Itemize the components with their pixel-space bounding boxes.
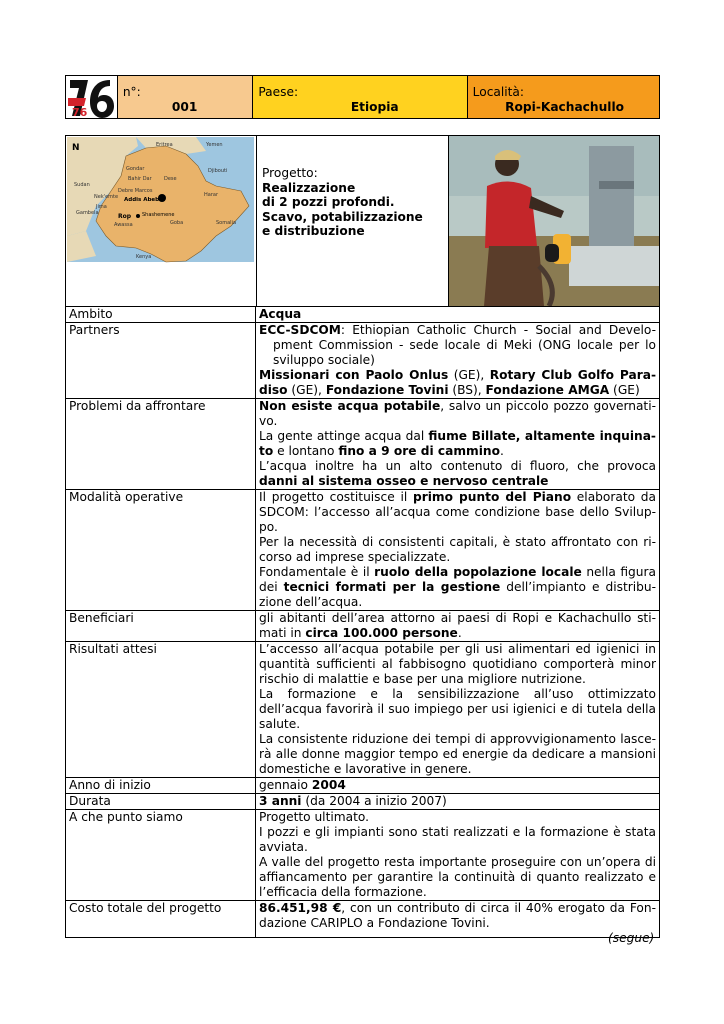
text-bold: fino a 9 ore di cammino — [338, 444, 500, 458]
partner-text: (GE), — [287, 383, 326, 397]
row-problemi — [66, 399, 659, 490]
country-label: Paese: — [258, 85, 299, 99]
text-bold: ruolo della popolazione locale — [374, 565, 582, 579]
map-label-dese: Dese — [164, 176, 177, 182]
partner-text: (GE) — [609, 383, 640, 397]
row-value — [256, 794, 659, 809]
row-ambito — [66, 307, 659, 323]
row-key: Ambito — [66, 307, 256, 322]
partner-missionari: Missionari con Paolo Onlus — [259, 368, 449, 382]
row-value — [256, 490, 659, 610]
map-label-kenya: Kenya — [136, 254, 152, 260]
country-value: Etiopia — [350, 100, 399, 114]
number-label: n°: — [122, 85, 141, 99]
place-label: Località: — [472, 85, 524, 99]
row-durata — [66, 794, 659, 810]
partner-ecc-name: ECC-SDCOM — [259, 323, 341, 337]
row-key: Partners — [66, 323, 256, 398]
row-value — [256, 901, 659, 937]
project-header-row — [66, 136, 659, 307]
project-label: Progetto: — [262, 166, 318, 180]
problemi-p1 — [259, 399, 656, 429]
row-modalita — [66, 490, 659, 611]
number-cell — [118, 76, 254, 118]
row-key: Beneficiari — [66, 611, 256, 641]
text-bold: primo punto del Piano — [412, 490, 572, 504]
punto-p3: A valle del progetto resta importante proseguire con un’opera di affiancamento per garantire la continuità di quanto realizzato e l’efficacia della formazione. — [259, 855, 656, 899]
text-bold: 86.451,98 € — [259, 901, 342, 915]
ambito-value: Acqua — [259, 307, 302, 321]
text: e lontano — [273, 444, 339, 458]
row-risultati — [66, 642, 659, 778]
map-label-goba: Goba — [170, 220, 184, 226]
row-key: Risultati attesi — [66, 642, 256, 777]
project-number: 001 — [171, 100, 198, 114]
row-beneficiari — [66, 611, 659, 642]
project-title-line-4: e distribuzione — [262, 224, 365, 238]
problemi-p2 — [259, 429, 656, 459]
modalita-p3 — [259, 565, 656, 610]
text: , salvo un piccolo pozzo governati-vo. — [259, 399, 656, 428]
text-bold: danni al sistema osseo e nervoso centrale — [259, 474, 549, 488]
row-value — [256, 810, 659, 900]
text: , con un contributo di circa il 40% erogato da Fon-dazione CARIPLO a Fondazione Tovini. — [259, 901, 656, 930]
row-punto — [66, 810, 659, 901]
row-value — [256, 778, 659, 793]
text: . — [457, 626, 462, 640]
text: (da 2004 a inizio 2007) — [301, 794, 447, 808]
photo-image — [449, 136, 659, 306]
map-label-jima: Jima — [96, 204, 107, 210]
partner-ecc — [259, 323, 656, 368]
ethiopia-map — [66, 136, 257, 306]
row-key: Durata — [66, 794, 256, 809]
map-label-bahir-dar: Bahir Dar — [128, 176, 152, 182]
row-value — [256, 611, 659, 641]
row-value — [256, 323, 659, 398]
problemi-p3 — [259, 459, 656, 489]
partner-text: (GE), — [448, 368, 490, 382]
row-key: Anno di inizio — [66, 778, 256, 793]
partner-text: (BS), — [448, 383, 486, 397]
partner-others — [259, 368, 656, 398]
text: gli abitanti dell’area attorno ai paesi di Ropi e Kachachullo sti-mati in — [259, 611, 656, 640]
partner-tovini: Fondazione Tovini — [325, 383, 449, 397]
place-cell — [468, 76, 659, 118]
text: L’acqua inoltre ha un alto contenuto di fluoro, che provoca — [259, 459, 656, 473]
map-label-eritrea: Eritrea — [156, 142, 173, 148]
map-label-somalia: Somalia — [216, 220, 237, 226]
map-label-addis-abeba: Addis Abeba — [124, 197, 163, 203]
risultati-p3: La consistente riduzione dei tempi di approvvigionamento lasce-rà alle donne maggior tempo ed energie da dedicare a mansioni domestiche e lavorative in genere. — [259, 732, 656, 776]
row-value — [256, 307, 659, 322]
text: Fondamentale è il — [259, 565, 375, 579]
map-label-gondar: Gondar — [126, 166, 145, 172]
text-bold: Non esiste acqua potabile — [259, 399, 441, 413]
text: Il progetto costituisce il — [259, 490, 413, 504]
row-anno — [66, 778, 659, 794]
map-label-harar: Harar — [204, 192, 218, 198]
risultati-p1: L’accesso all’acqua potabile per gli usi alimentari ed igienici in quantità sufficienti al fabbisogno quotidiano comporterà minor rischio di malattie e base per una migliore nutrizione. — [259, 642, 656, 686]
text-bold: 3 anni — [259, 794, 302, 808]
row-value — [256, 642, 659, 777]
map-label-shashemene: Shashemene — [142, 212, 175, 218]
text: gennaio — [259, 778, 312, 792]
project-title-cell — [257, 136, 449, 306]
continued-note: (segue) — [608, 931, 655, 945]
map-label-nekemte: Nek'emte — [94, 194, 119, 200]
map-north: N — [72, 143, 80, 153]
risultati-p2: La formazione e la sensibilizzazione all’uso ottimizzato dell’acqua favorirà il suo impiego per usi igienici e di tutela della salute. — [259, 687, 656, 731]
text: dell’impianto e distribu-zione dell’acqua. — [259, 580, 657, 609]
partner-ecc-desc: : Ethiopian Catholic Church - Social and Develo-pment Commission - sede locale di Meki (ONG locale per lo sviluppo sociale) — [273, 323, 656, 367]
logo — [66, 76, 118, 118]
map-label-gambela: Gambela — [76, 210, 99, 216]
project-title-line-2: di 2 pozzi profondi. — [262, 195, 395, 209]
project-table — [65, 135, 660, 938]
row-costo — [66, 901, 659, 937]
svg-text:76: 76 — [72, 106, 88, 118]
logo-icon — [66, 76, 118, 118]
beneficiari-p1 — [259, 611, 656, 641]
well-photo — [449, 136, 659, 306]
modalita-p1 — [259, 490, 656, 535]
modalita-p2: Per la necessità di consistenti capitali, è stato affrontato con ri-corso ad imprese specializzate. — [259, 535, 656, 564]
partner-rotary: Rotary Club Golfo Para-diso — [259, 368, 656, 397]
row-key: Problemi da affrontare — [66, 399, 256, 489]
map-label-awassa: Awassa — [114, 222, 133, 228]
text: . — [499, 444, 504, 458]
punto-p1: Progetto ultimato. — [259, 810, 369, 824]
text: nella figura dei — [259, 565, 656, 594]
text-bold: circa 100.000 persone — [305, 626, 458, 640]
map-label-rop: Rop — [118, 213, 132, 220]
row-key: Costo totale del progetto — [66, 901, 256, 937]
map-label-sudan: Sudan — [74, 182, 90, 188]
header-bar — [65, 75, 660, 119]
text-bold: fiume Billate, altamente inquina-to — [259, 429, 656, 458]
row-partners — [66, 323, 659, 399]
row-key: A che punto siamo — [66, 810, 256, 900]
map-label-debre-marcos: Debre Marcos — [118, 188, 153, 194]
text-bold: 2004 — [311, 778, 346, 792]
row-key: Modalità operative — [66, 490, 256, 610]
country-cell — [253, 76, 467, 118]
place-value: Ropi-Kachachullo — [505, 100, 624, 114]
partner-amga: Fondazione AMGA — [485, 383, 610, 397]
project-title-line-1: Realizzazione — [262, 180, 356, 195]
text: La gente attinge acqua dal — [259, 429, 429, 443]
map-image — [66, 136, 255, 306]
text-bold: tecnici formati per la gestione — [283, 580, 501, 594]
map-label-djibouti: Djibouti — [208, 168, 228, 174]
project-title-line-3: Scavo, potabilizzazione — [262, 209, 423, 224]
text: elaborato da SDCOM: l’accesso all’acqua come condizione base dello Svilup-po. — [259, 490, 656, 534]
punto-p2: I pozzi e gli impianti sono stati realizzati e la formazione è stata avviata. — [259, 825, 656, 854]
map-label-yemen: Yemen — [206, 142, 223, 148]
row-value — [256, 399, 659, 489]
